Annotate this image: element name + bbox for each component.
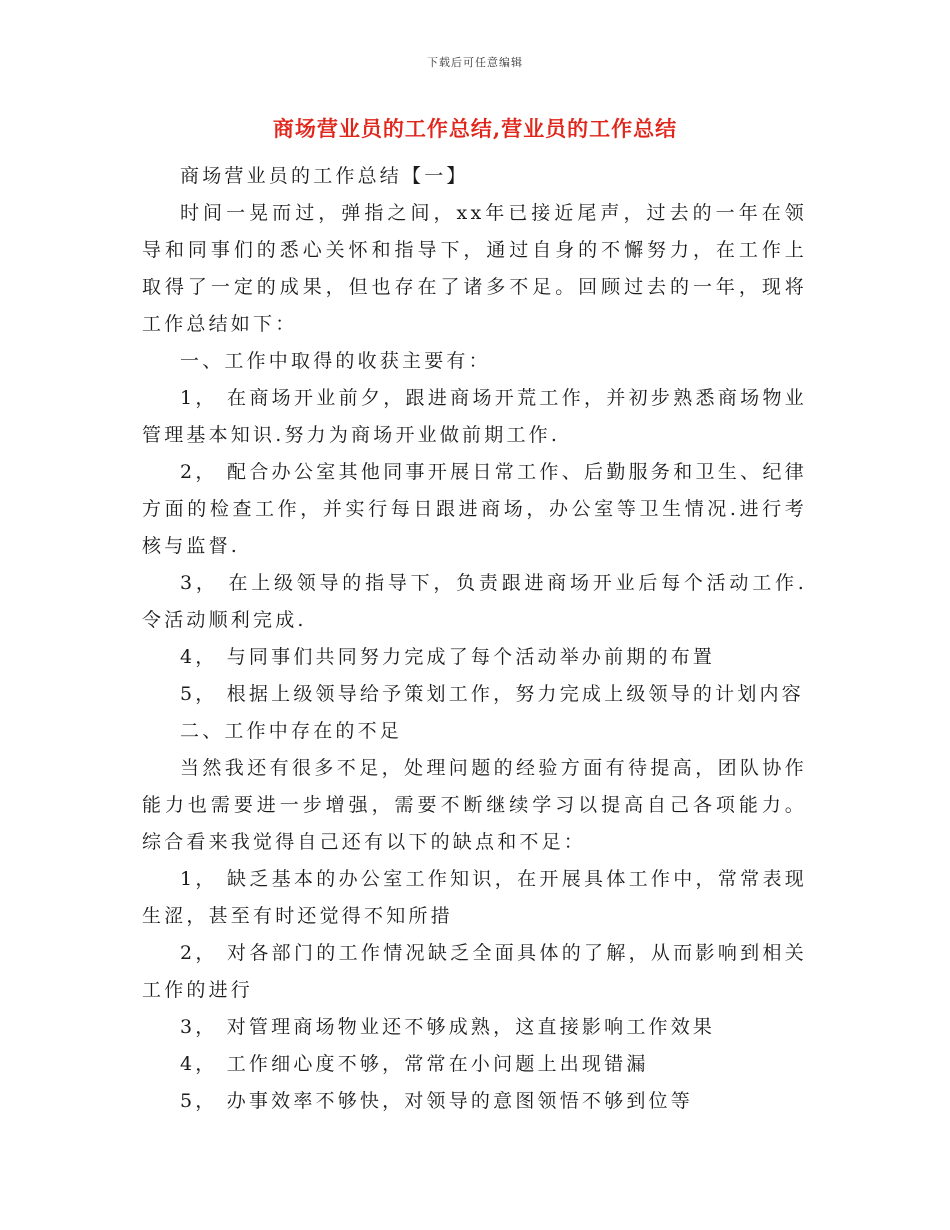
list-item: 1， 在商场开业前夕，跟进商场开荒工作，并初步熟悉商场物业管理基本知识.努力为商场开业做前期工作.	[142, 387, 807, 446]
list-item: 1， 缺乏基本的办公室工作知识，在开展具体工作中，常常表现生涩，甚至有时还觉得不知所措	[142, 868, 807, 927]
document-body	[142, 158, 807, 1120]
paragraph: 时间一晃而过，弹指之间，xx年已接近尾声，过去的一年在领导和同事们的悉心关怀和指导下，通过自身的不懈努力，在工作上取得了一定的成果，但也存在了诸多不足。回顾过去的一年，现将工作总结如下：	[142, 202, 807, 335]
list-item: 4， 工作细心度不够，常常在小问题上出现错漏	[180, 1053, 649, 1075]
list-item: 3， 对管理商场物业还不够成熟，这直接影响工作效果	[180, 1016, 716, 1038]
subsection-heading: 一、工作中取得的收获主要有：	[180, 350, 491, 372]
paragraph: 当然我还有很多不足，处理问题的经验方面有待提高，团队协作能力也需要进一步增强，需要不断继续学习以提高自己各项能力。综合看来我觉得自己还有以下的缺点和不足：	[142, 757, 807, 853]
section-heading: 商场营业员的工作总结【一】	[180, 165, 469, 187]
list-item: 3， 在上级领导的指导下，负责跟进商场开业后每个活动工作.令活动顺利完成.	[142, 572, 807, 631]
subsection-heading: 二、工作中存在的不足	[180, 720, 403, 742]
list-item: 5， 根据上级领导给予策划工作，努力完成上级领导的计划内容	[180, 683, 804, 705]
header-note: 下载后可任意编辑	[427, 56, 523, 69]
list-item: 5， 办事效率不够快，对领导的意图领悟不够到位等	[180, 1090, 693, 1112]
list-item: 4， 与同事们共同努力完成了每个活动举办前期的布置	[180, 646, 716, 668]
list-item: 2， 配合办公室其他同事开展日常工作、后勤服务和卫生、纪律方面的检查工作，并实行每日跟进商场，办公室等卫生情况.进行考核与监督.	[142, 461, 807, 557]
list-item: 2， 对各部门的工作情况缺乏全面具体的了解，从而影响到相关工作的进行	[142, 942, 807, 1001]
document-title: 商场营业员的工作总结,营业员的工作总结	[272, 116, 678, 141]
